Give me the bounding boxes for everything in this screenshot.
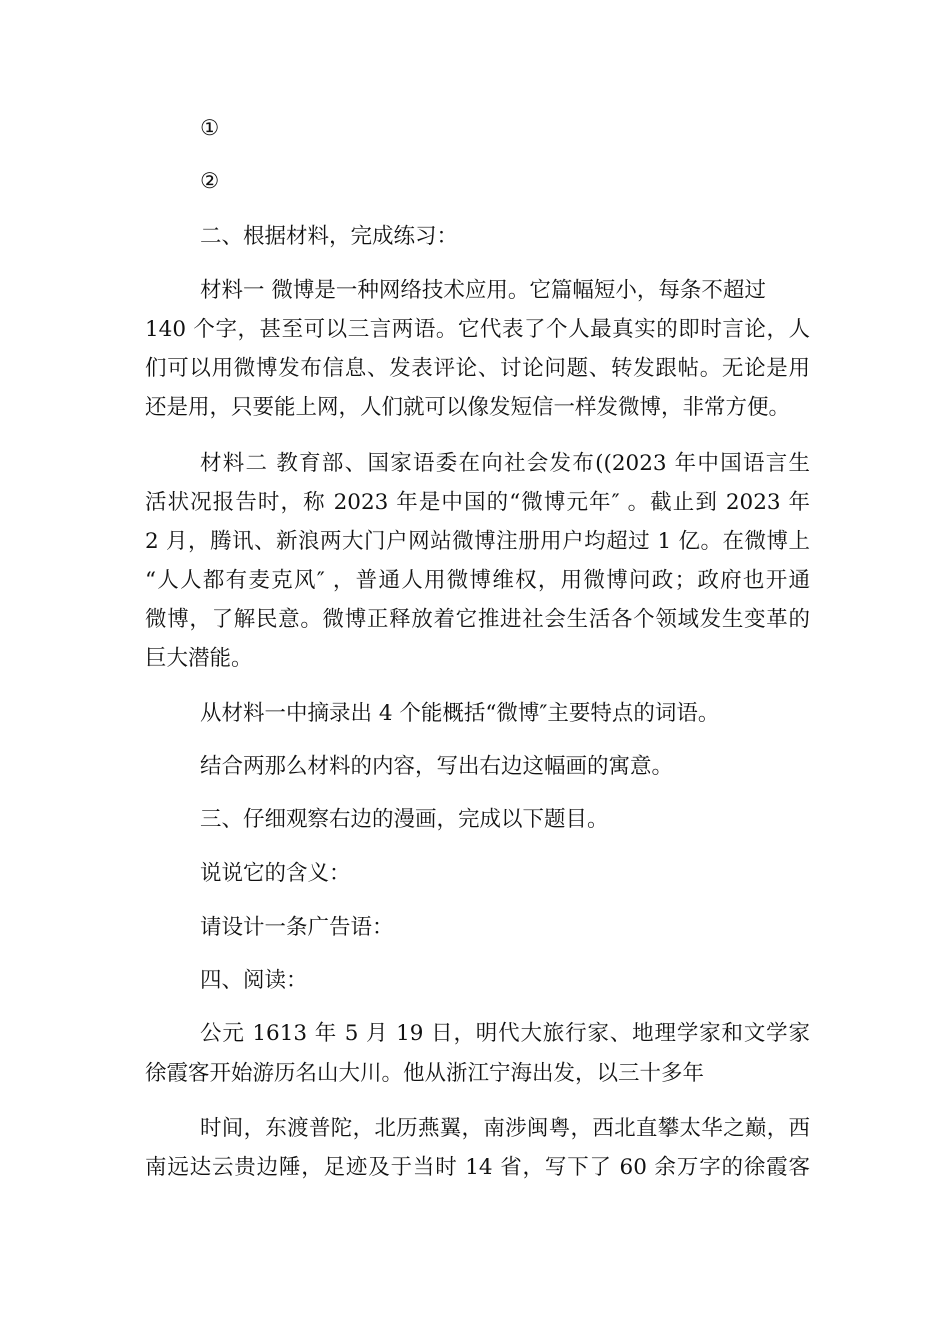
reading-line: 徐霞客开始游历名山大川。他从浙江宁海出发，以三十多年 bbox=[145, 1061, 705, 1086]
material-1-line: 140 个字，甚至可以三言两语。它代表了个人最真实的即时言论，人 bbox=[145, 317, 810, 342]
blank-marker-1: ① bbox=[200, 116, 220, 141]
blank-marker-2: ② bbox=[200, 169, 220, 194]
material-2-line: 微博，了解民意。微博正释放着它推进社会生活各个领域发生变革的 bbox=[145, 607, 810, 632]
question-2-1: 从材料一中摘录出 4 个能概括“微博″主要特点的词语。 bbox=[200, 701, 720, 726]
material-2-line: “人人都有麦克风″ ，普通人用微博维权，用微博问政；政府也开通 bbox=[145, 568, 810, 593]
material-2-line: 活状况报告时，称 2023 年是中国的“微博元年″ 。截止到 2023 年 bbox=[145, 490, 810, 515]
material-2-line: 2 月，腾讯、新浪两大门户网站微博注册用户均超过 1 亿。在微博上 bbox=[145, 529, 810, 554]
material-2-line: 材料二 教育部、国家语委在向社会发布((2023 年中国语言生 bbox=[200, 451, 810, 476]
section-2-heading: 二、根据材料，完成练习： bbox=[200, 224, 459, 249]
question-2-2: 结合两那么材料的内容，写出右边这幅画的寓意。 bbox=[200, 754, 674, 779]
section-4-heading: 四、阅读： bbox=[200, 968, 308, 993]
question-3-2: 请设计一条广告语： bbox=[200, 915, 394, 940]
section-3-heading: 三、仔细观察右边的漫画，完成以下题目。 bbox=[200, 807, 609, 832]
material-1-line: 材料一 微博是一种网络技术应用。它篇幅短小，每条不超过 bbox=[200, 278, 766, 303]
reading-line: 公元 1613 年 5 月 19 日，明代大旅行家、地理学家和文学家 bbox=[200, 1021, 810, 1046]
reading-line: 南远达云贵边陲，足迹及于当时 14 省，写下了 60 余万字的徐霞客 bbox=[145, 1155, 810, 1180]
material-2-line: 巨大潜能。 bbox=[145, 646, 253, 671]
question-3-1: 说说它的含义： bbox=[200, 861, 351, 886]
material-1-line: 还是用，只要能上网，人们就可以像发短信一样发微博，非常方便。 bbox=[145, 395, 791, 420]
reading-line: 时间，东渡普陀，北历燕翼，南涉闽粤，西北直攀太华之巅，西 bbox=[200, 1116, 810, 1141]
material-1-line: 们可以用微博发布信息、发表评论、讨论问题、转发跟帖。无论是用 bbox=[145, 356, 810, 381]
